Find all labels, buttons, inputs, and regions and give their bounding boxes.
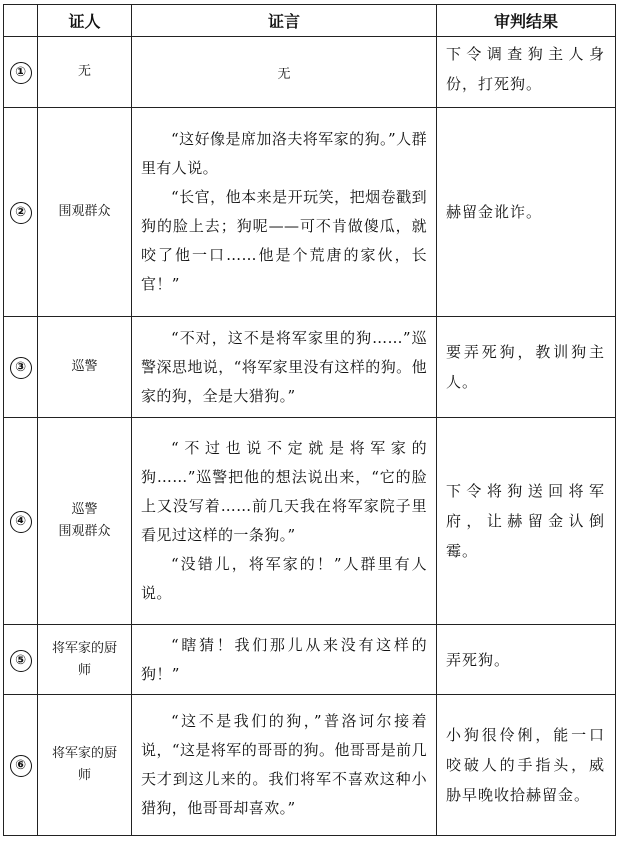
witness-name: 将军家的厨 <box>51 640 117 656</box>
header-testimony: 证言 <box>132 5 437 37</box>
verdict-cell <box>437 695 616 836</box>
verdict-text: 下令将狗送回将军府，让赫留金认倒霉。 <box>446 482 605 561</box>
verdict-cell <box>437 108 616 317</box>
testimony-paragraph: “不过也说不定就是将军家的狗……”巡警把他的想法说出来，“它的脸上又没写着……前几天我在将军家院子里看见过这样的一条狗。” <box>141 439 427 545</box>
witness-name: 师 <box>77 768 91 784</box>
verdict-cell <box>437 317 616 418</box>
verdict-cell <box>437 37 616 108</box>
testimony-paragraph: “没错儿，将军家的！”人群里有人说。 <box>141 555 427 603</box>
witness-name: 无 <box>77 64 91 80</box>
header-num <box>4 5 38 37</box>
verdict-text: 下令调查狗主人身份，打死狗。 <box>446 45 605 94</box>
witness-cell <box>38 108 132 317</box>
witness-name: 将军家的厨 <box>51 746 117 762</box>
witness-cell <box>38 37 132 108</box>
table-row <box>4 625 616 695</box>
testimony-paragraph: “不对，这不是将军家里的狗……”巡警深思地说，“将军家里没有这样的狗。他家的狗，全是大猎狗。” <box>141 328 427 405</box>
row-number: ③ <box>4 317 38 418</box>
testimony-table <box>3 4 616 836</box>
testimony-paragraph: “这好像是席加洛夫将军家的狗。”人群里有人说。 <box>141 130 427 178</box>
witness-name: 师 <box>77 662 91 678</box>
witness-name: 巡警 <box>71 359 98 375</box>
testimony-cell <box>132 418 437 625</box>
row-number: ① <box>4 37 38 108</box>
testimony-paragraph: “长官，他本来是开玩笑，把烟卷戳到狗的脸上去；狗呢——可不肯做傻瓜，就咬了他一口……他是个荒唐的家伙，长官！” <box>141 188 427 294</box>
testimony-cell <box>132 317 437 418</box>
row-number: ⑥ <box>4 695 38 836</box>
testimony-paragraph: “这不是我们的狗，”普洛诃尔接着说，“这是将军的哥哥的狗。他哥哥是前几天才到这儿来的。我们将军不喜欢这种小猎狗，他哥哥却喜欢。” <box>141 712 427 818</box>
witness-name: 围观群众 <box>58 204 111 220</box>
witness-name: 巡警 <box>71 502 98 518</box>
witness-cell <box>38 418 132 625</box>
testimony-cell <box>132 695 437 836</box>
testimony-cell <box>132 108 437 317</box>
header-verdict: 审判结果 <box>437 5 616 37</box>
verdict-text: 弄死狗。 <box>446 650 511 669</box>
verdict-text: 赫留金讹诈。 <box>446 203 543 222</box>
witness-name: 围观群众 <box>58 524 111 540</box>
witness-cell <box>38 317 132 418</box>
testimony-paragraph: “瞎猜！我们那儿从来没有这样的狗！” <box>141 635 427 683</box>
table-row <box>4 108 616 317</box>
witness-cell <box>38 625 132 695</box>
verdict-cell <box>437 625 616 695</box>
row-number: ④ <box>4 418 38 625</box>
testimony-cell <box>132 37 437 108</box>
verdict-text: 要弄死狗，教训狗主人。 <box>446 343 605 392</box>
header-witness: 证人 <box>38 5 132 37</box>
verdict-cell <box>437 418 616 625</box>
table-row <box>4 37 616 108</box>
verdict-text: 小狗很伶俐，能一口咬破人的手指头，威胁早晚收拾赫留金。 <box>446 726 605 805</box>
witness-cell <box>38 695 132 836</box>
row-number: ⑤ <box>4 625 38 695</box>
row-number: ② <box>4 108 38 317</box>
testimony-text: 无 <box>277 66 291 82</box>
table-row <box>4 317 616 418</box>
header-row <box>4 5 616 37</box>
table-row <box>4 695 616 836</box>
testimony-cell <box>132 625 437 695</box>
table-row <box>4 418 616 625</box>
